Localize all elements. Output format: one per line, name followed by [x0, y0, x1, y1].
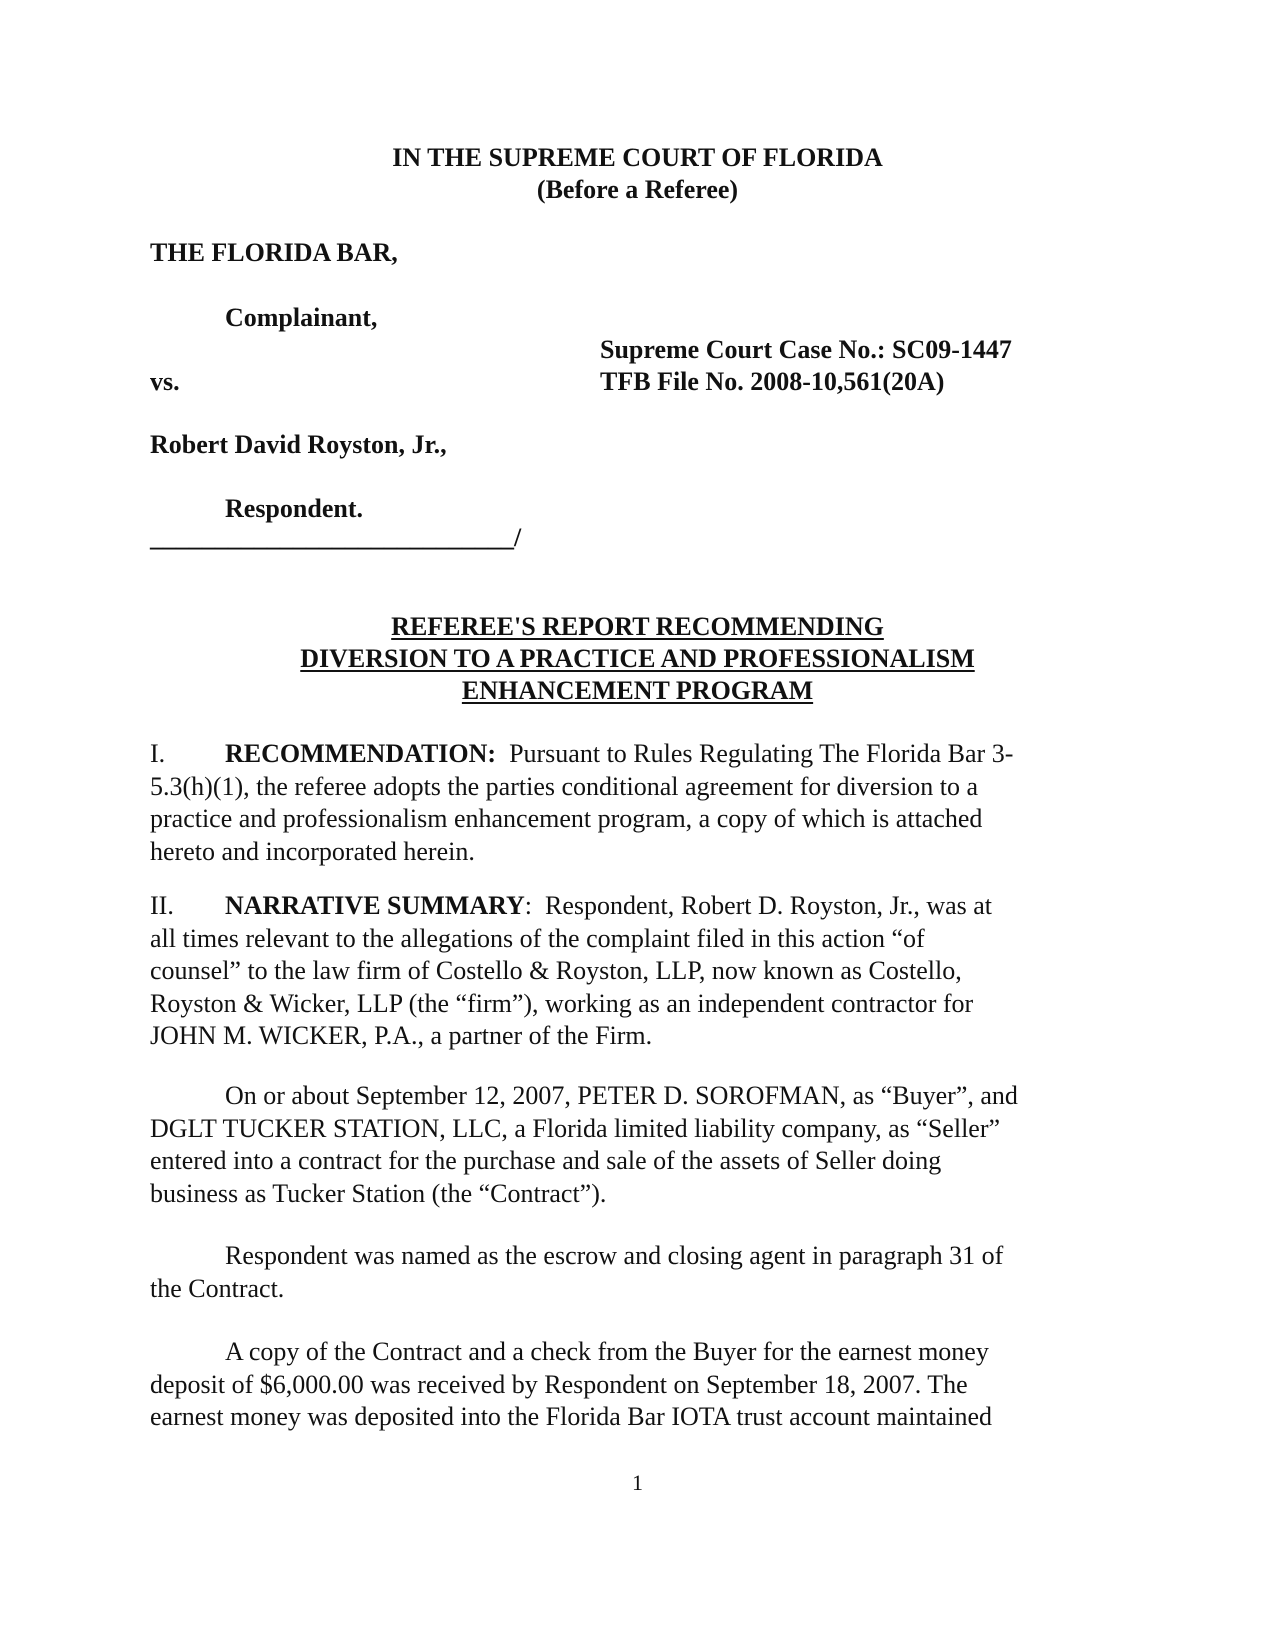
report-title-line-2: DIVERSION TO A PRACTICE AND PROFESSIONALISM	[300, 644, 975, 673]
court-subtitle: (Before a Referee)	[536, 175, 739, 204]
section-line: all times relevant to the allegations of the complaint filed in this action “of	[150, 923, 925, 953]
report-title-line-3: ENHANCEMENT PROGRAM	[461, 676, 814, 705]
respondent-party: Robert David Royston, Jr.,	[150, 430, 447, 459]
case-number: Supreme Court Case No.: SC09-1447	[600, 335, 1012, 364]
section-recommendation	[150, 738, 1115, 868]
page-number: 1	[632, 1470, 643, 1495]
complainant-role: Complainant,	[225, 303, 378, 332]
versus: vs.	[150, 367, 180, 396]
paragraph-line: entered into a contract for the purchase and sale of the assets of Seller doing	[150, 1146, 942, 1175]
section-numeral: II.	[150, 891, 174, 920]
respondent-role: Respondent.	[225, 494, 363, 523]
paragraph-line: the Contract.	[150, 1273, 285, 1303]
section-line	[150, 890, 1115, 923]
section-heading: RECOMMENDATION:	[225, 739, 497, 768]
section-heading: NARRATIVE SUMMARY	[225, 891, 525, 920]
paragraph-line: DGLT TUCKER STATION, LLC, a Florida limited liability company, as “Seller”	[150, 1113, 1001, 1143]
paragraph-line: A copy of the Contract and a check from the Buyer for the earnest money	[225, 1337, 989, 1366]
report-title-line-1: REFEREE'S REPORT RECOMMENDING	[391, 612, 884, 641]
paragraph-line: deposit of $6,000.00 was received by Respondent on September 18, 2007. The	[150, 1369, 968, 1399]
section-narrative-summary	[150, 890, 1115, 1053]
paragraph-line: earnest money was deposited into the Florida Bar IOTA trust account maintained	[150, 1402, 992, 1431]
tfb-file-number: TFB File No. 2008-10,561(20A)	[600, 367, 945, 396]
court-title: IN THE SUPREME COURT OF FLORIDA	[392, 143, 883, 172]
paragraph-line: Respondent was named as the escrow and closing agent in paragraph 31 of	[225, 1241, 1004, 1270]
paragraph-contract	[150, 1080, 1115, 1210]
complainant-party: THE FLORIDA BAR,	[150, 238, 398, 267]
section-line	[150, 738, 1115, 771]
paragraph-earnest-money	[150, 1336, 1115, 1434]
section-line: counsel” to the law firm of Costello & Royston, LLP, now known as Costello,	[150, 956, 962, 985]
section-text: : Respondent, Robert D. Royston, Jr., was at	[524, 891, 993, 920]
section-line: JOHN M. WICKER, P.A., a partner of the Firm.	[150, 1021, 653, 1050]
paragraph-line: On or about September 12, 2007, PETER D. SOROFMAN, as “Buyer”, and	[225, 1081, 1018, 1110]
paragraph-escrow-agent	[150, 1240, 1115, 1305]
section-text: Pursuant to Rules Regulating The Florida Bar 3-	[496, 739, 1014, 768]
paragraph-line: business as Tucker Station (the “Contract”).	[150, 1178, 607, 1208]
section-line: hereto and incorporated herein.	[150, 836, 475, 866]
section-line: practice and professionalism enhancement program, a copy of which is attached	[150, 804, 983, 833]
section-numeral: I.	[150, 739, 166, 768]
signature-rule: ____________________________/	[150, 523, 522, 552]
section-line: Royston & Wicker, LLP (the “firm”), working as an independent contractor for	[150, 988, 974, 1018]
section-line: 5.3(h)(1), the referee adopts the parties conditional agreement for diversion to a	[150, 771, 979, 801]
